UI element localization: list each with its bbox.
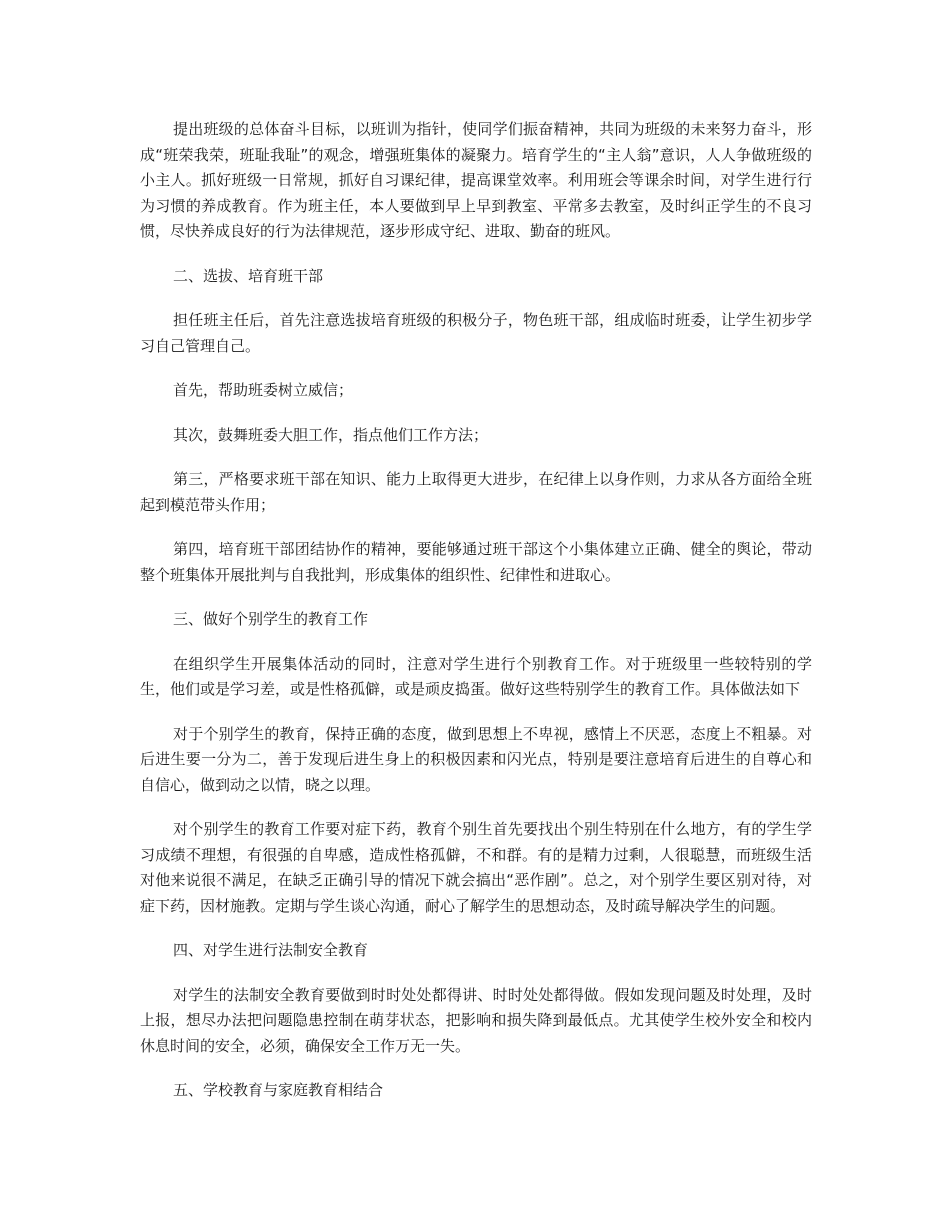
section-heading-3: 三、做好个别学生的教育工作 — [173, 610, 369, 628]
paragraph-individual-education: 在组织学生开展集体活动的同时，注意对学生进行个别教育工作。对于班级里一些较特别的学生，他们或是学习差，或是性格孤僻，或是顽皮捣蛋。做好这些特别学生的教育工作。具体做法如下 — [140, 654, 812, 698]
section-heading-4: 四、对学生进行法制安全教育 — [173, 941, 369, 959]
paragraph-first: 首先，帮助班委树立威信； — [173, 381, 354, 399]
section-heading-5: 五、学校教育与家庭教育相结合 — [173, 1081, 384, 1099]
paragraph-third: 第三，严格要求班干部在知识、能力上取得更大进步，在纪律上以身作则，力求从各方面给全班起到模范带头作用； — [140, 470, 812, 514]
paragraph-fourth: 第四，培育班干部团结协作的精神，要能够通过班干部这个小集体建立正确、健全的舆论，带动整个班集体开展批判与自我批判，形成集体的组织性、纪律性和进取心。 — [140, 540, 812, 584]
paragraph-attitude: 对于个别学生的教育，保持正确的态度，做到思想上不卑视，感情上不厌恶，态度上不粗暴。对后进生要一分为二，善于发现后进生身上的积极因素和闪光点，特别是要注意培育后进生的自尊心和自信心，做到动之以情，晓之以理。 — [140, 724, 812, 794]
paragraph-select-cadres: 担任班主任后，首先注意选拔培育班级的积极分子，物色班干部，组成临时班委，让学生初步学习自己管理自己。 — [140, 311, 812, 355]
paragraph-class-goals: 提出班级的总体奋斗目标，以班训为指针，使同学们振奋精神，共同为班级的未来努力奋斗，形成“班荣我荣，班耻我耻”的观念，增强班集体的凝聚力。培育学生的“主人翁”意识，人人争做班级的小主人。抓好班级一日常规，抓好自习课纪律，提高课堂效率。利用班会等课余时间，对学生进行行为习惯的养成教育。作为班主任，本人要做到早上早到教室、平常多去教室，及时纠正学生的不良习惯，尽快养成良好的行为法律规范，逐步形成守纪、进取、勤奋的班风。 — [140, 120, 812, 240]
paragraph-second: 其次，鼓舞班委大胆工作，指点他们工作方法； — [173, 425, 489, 444]
section-heading-2: 二、选拔、培育班干部 — [173, 266, 324, 285]
document-page — [140, 117, 812, 1123]
paragraph-safety-education: 对学生的法制安全教育要做到时时处处都得讲、时时处处都得做。假如发现问题及时处理，及时上报，想尽办法把问题隐患控制在萌芽状态，把影响和损失降到最低点。尤其使学生校外安全和校内休息时间的安全，必须，确保安全工作万无一失。 — [140, 985, 812, 1055]
paragraph-targeted-approach: 对个别学生的教育工作要对症下药，教育个别生首先要找出个别生特别在什么地方，有的学生学习成绩不理想，有很强的自卑感，造成性格孤僻，不和群。有的是精力过剩，人很聪慧，而班级生活对他来说很不满足，在缺乏正确引导的情况下就会搞出“恶作剧”。总之，对个别学生要区别对待，对症下药，因材施教。定期与学生谈心沟通，耐心了解学生的思想动态，及时疏导解决学生的问题。 — [140, 820, 812, 915]
